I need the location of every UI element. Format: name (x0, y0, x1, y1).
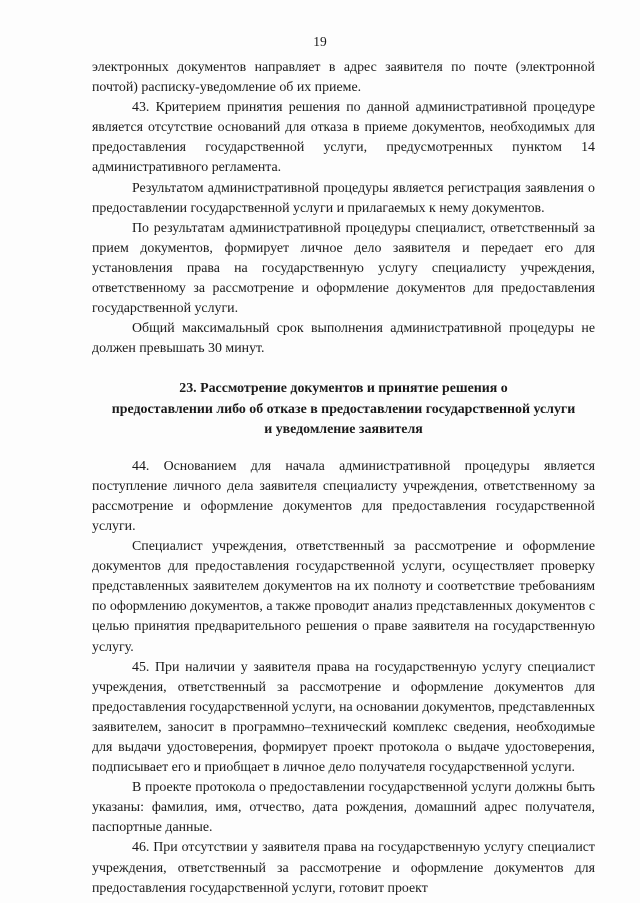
section-heading-23 (92, 379, 595, 439)
section-heading-line: 23. Рассмотрение документов и принятие решения о (179, 381, 508, 397)
paragraph-46: 46. При отсутствии у заявителя права на государственную услугу специалист учреждения, ответственный за рассмотрение и оформление документов для предоставления государственной услуги, готовит проект (92, 840, 595, 896)
paragraph-45: 45. При наличии у заявителя права на государственную услугу специалист учреждения, ответственный за рассмотрение и оформление документов для предоставления государственной услуги, на основании документов, представленных заявителем, заносит в программно–технический комплекс сведения, необходимые для выдачи удостоверения, формирует проект протокола о выдаче удостоверения, подписывает его и приобщает в личное дело получателя государственной услуги. (92, 659, 595, 776)
document-body (92, 58, 595, 899)
paragraph-43: 43. Критерием принятия решения по данной административной процедуре является отсутствие оснований для отказа в приеме документов, необходимых для предоставления государственной услуги, предусмотренных пунктом 14 административного регламента. (92, 100, 595, 176)
paragraph: По результатам административной процедуры специалист, ответственный за прием документов, формирует личное дело заявителя и передает его для установления права на государственную услугу специалисту учреждения, ответственному за рассмотрение и оформление документов для предоставления государственной услуги. (92, 220, 595, 317)
paragraph: электронных документов направляет в адрес заявителя по почте (электронной почтой) расписку-уведомление об их приеме. (92, 60, 595, 96)
section-heading-line: предоставлении либо об отказе в предоставлении государственной услуги (111, 401, 576, 417)
paragraph: Результатом административной процедуры является регистрация заявления о предоставлении государственной услуги и прилагаемых к нему документов. (92, 180, 595, 216)
paragraph: Общий максимальный срок выполнения административной процедуры не должен превышать 30 минут. (92, 321, 595, 357)
paragraph-44: 44. Основанием для начала административной процедуры является поступление личного дела заявителя специалисту учреждения, ответственному за рассмотрение и оформление документов для предоставления государственной услуги. (92, 458, 595, 534)
paragraph: Специалист учреждения, ответственный за рассмотрение и оформление документов для предоставления государственной услуги, осуществляет проверку представленных заявителем документов на их полноту и соответствие требованиям по оформлению документов, а также проводит анализ представленных документов с целью принятия предварительного решения о праве заявителя на государственную услугу. (92, 539, 595, 655)
paragraph: В проекте протокола о предоставлении государственной услуги должны быть указаны: фамилия, имя, отчество, дата рождения, домашний адрес получателя, паспортные данные. (92, 780, 595, 836)
page-number: 19 (313, 34, 327, 49)
section-heading-line: и уведомление заявителя (264, 421, 423, 437)
